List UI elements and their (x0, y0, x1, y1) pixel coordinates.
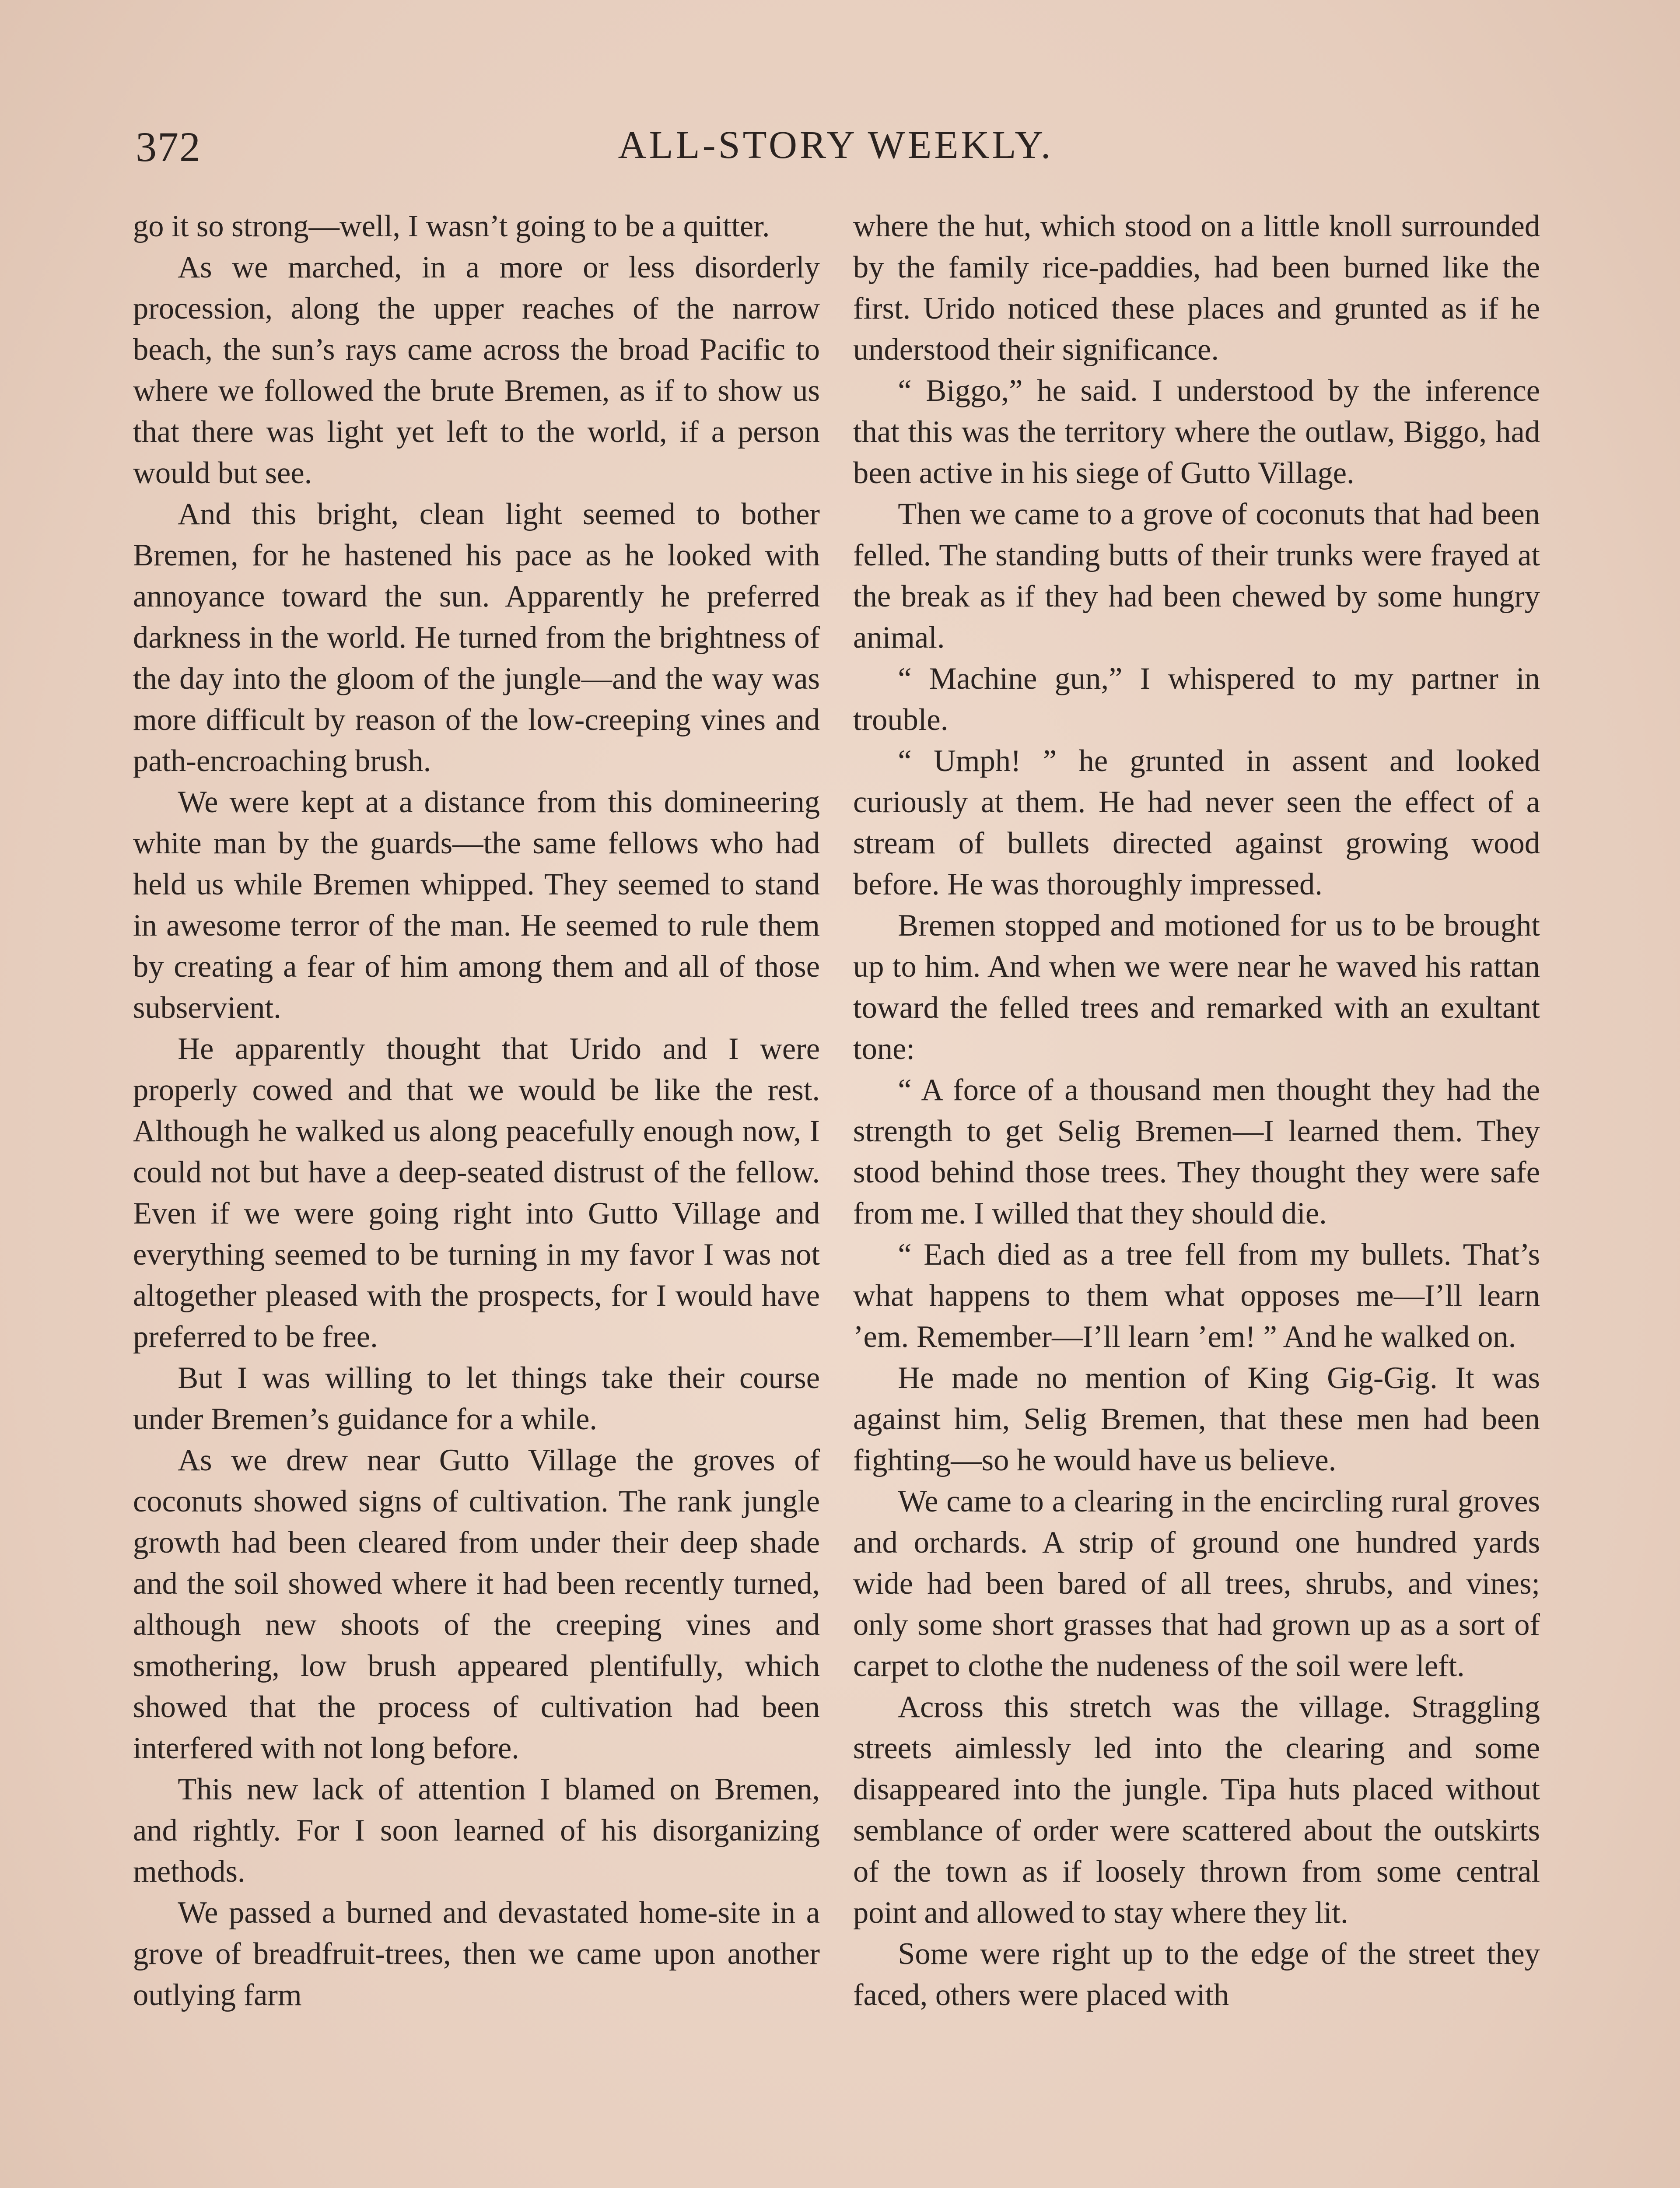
paragraph: But I was willing to let things take their course under Bremen’s guidance for a while. (133, 1361, 820, 1436)
paragraph: This new lack of attention I blamed on Bremen, and rightly. For I soon learned of his disorganizing methods. (133, 1772, 820, 1889)
paragraph: go it so strong—well, I wasn’t going to be a quitter. (133, 209, 770, 243)
running-header (136, 123, 1536, 184)
page-number: 372 (136, 123, 201, 170)
paragraph: And this bright, clean light seemed to bother Bremen, for he hastened his pace as he looked with annoyance toward the sun. Apparently he preferred darkness in the world. He turned from the brightness of the day into the gloom of the jungle—and the way was more difficult by reason of the low-creeping vines and path-encroaching brush. (133, 497, 820, 778)
paragraph: As we marched, in a more or less disorderly procession, along the upper reaches of the narrow beach, the sun’s rays came across the broad Pacific to where we followed the brute Bremen, as if to show us that there was light yet left to the world, if a person would but see. (133, 250, 820, 490)
paragraph: “ A force of a thousand men thought they had the strength to get Selig Bremen—I learned them. They stood behind those trees. They thought they were safe from me. I willed that they should die. (853, 1073, 1540, 1231)
left-column (133, 206, 820, 2188)
paragraph: We came to a clearing in the encircling rural groves and orchards. A strip of ground one hundred yards wide had been bared of all trees, shrubs, and vines; only some short grasses that had grown up as a sort of carpet to clothe the nudeness of the soil were left. (853, 1484, 1540, 1683)
paragraph: He made no mention of King Gig-Gig. It was against him, Selig Bremen, that these men had been fighting—so he would have us believe. (853, 1361, 1540, 1477)
paragraph: We passed a burned and devastated home-site in a grove of breadfruit-trees, then we came upon another outlying farm (133, 1896, 820, 2012)
paragraph: As we drew near Gutto Village the groves of coconuts showed signs of cultivation. The rank jungle growth had been cleared from under their deep shade and the soil showed where it had been recently turned, although new shoots of the creeping vines and smothering, low brush appeared plentifully, which showed that the process of cultivation had been interfered with not long before. (133, 1443, 820, 1765)
paragraph: He apparently thought that Urido and I were properly cowed and that we would be like the rest. Although he walked us along peacefully enough now, I could not but have a deep-seated distrust of the fellow. Even if we were going right into Gutto Village and everything seemed to be turning in my favor I was not altogether pleased with the prospects, for I would have preferred to be free. (133, 1032, 820, 1354)
paragraph: Across this stretch was the village. Straggling streets aimlessly led into the clearing and some disappeared into the jungle. Tipa huts placed without semblance of order were scattered about the outskirts of the town as if loosely thrown from some central point and allowed to stay where they lit. (853, 1690, 1540, 1930)
paragraph: “ Machine gun,” I whispered to my partner in trouble. (853, 662, 1540, 737)
paragraph: Some were right up to the edge of the street they faced, others were placed with (853, 1937, 1540, 2012)
paragraph: Bremen stopped and motioned for us to be brought up to him. And when we were near he waved his rattan toward the felled trees and remarked with an exultant tone: (853, 908, 1540, 1066)
running-title: ALL-STORY WEEKLY. (618, 123, 1054, 167)
paragraph: We were kept at a distance from this domineering white man by the guards—the same fellows who had held us while Bremen whipped. They seemed to stand in awesome terror of the man. He seemed to rule them by creating a fear of him among them and all of those subservient. (133, 785, 820, 1025)
paragraph: Then we came to a grove of coconuts that had been felled. The standing butts of their trunks were frayed at the break as if they had been chewed by some hungry animal. (853, 497, 1540, 655)
paragraph: where the hut, which stood on a little knoll surrounded by the family rice-paddies, had been burned like the first. Urido noticed these places and grunted as if he understood their significance. (853, 209, 1540, 367)
right-column (853, 206, 1540, 2188)
paragraph: “ Umph! ” he grunted in assent and looked curiously at them. He had never seen the effect of a stream of bullets directed against growing wood before. He was thoroughly impressed. (853, 744, 1540, 901)
paragraph: “ Each died as a tree fell from my bullets. That’s what happens to them what opposes me—I’ll learn ’em. Remember—I’ll learn ’em! ” And he walked on. (853, 1238, 1540, 1354)
paragraph: “ Biggo,” he said. I understood by the inference that this was the territory where the outlaw, Biggo, had been active in his siege of Gutto Village. (853, 374, 1540, 490)
